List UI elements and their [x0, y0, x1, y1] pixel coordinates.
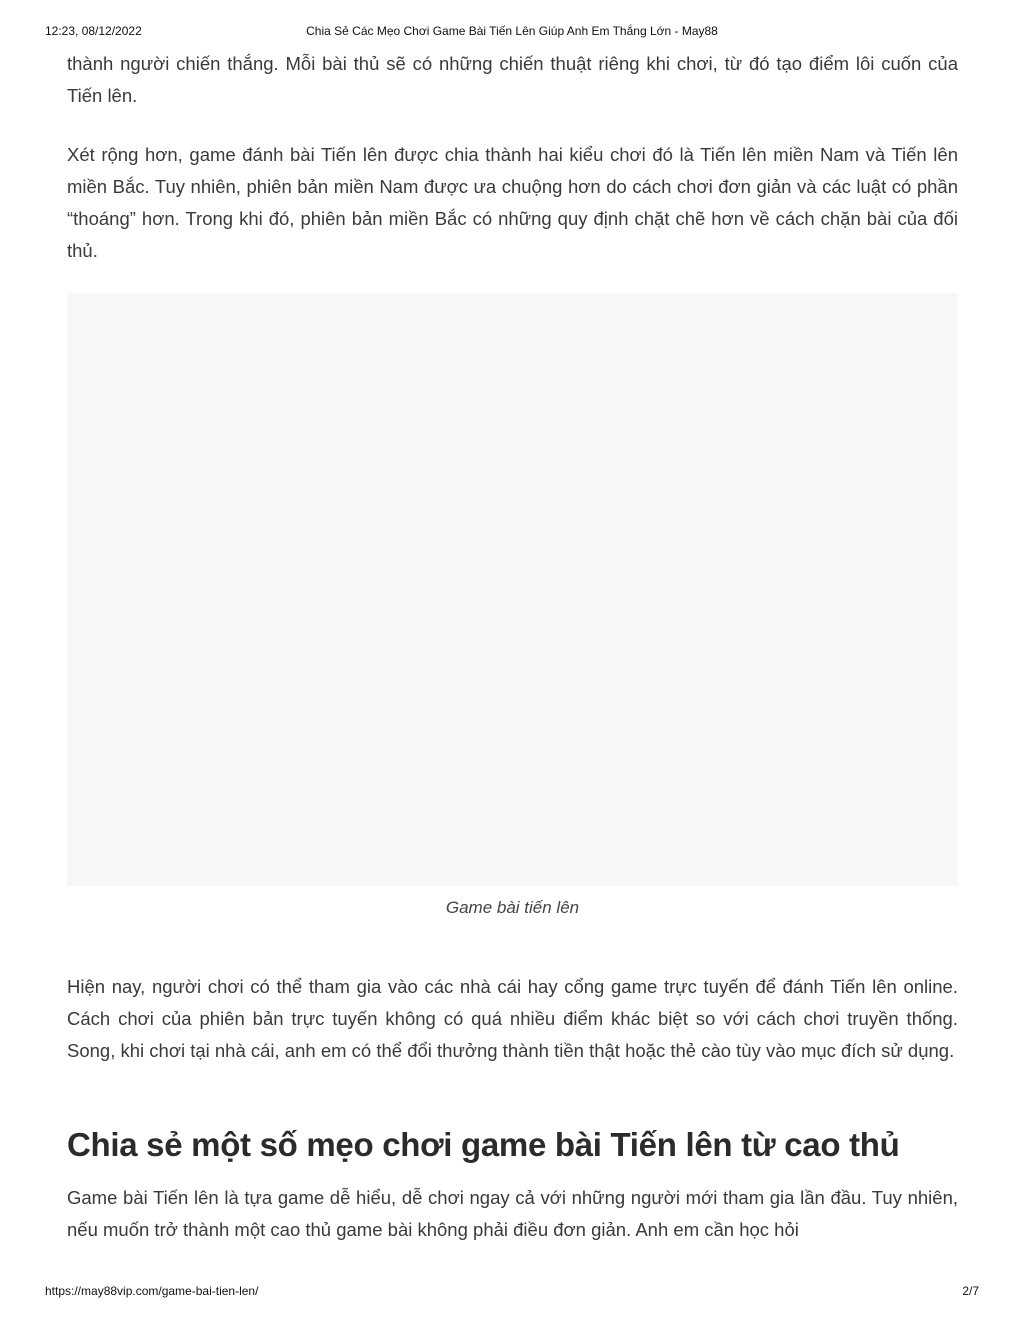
print-page-title: Chia Sẻ Các Mẹo Chơi Game Bài Tiến Lên Giúp Anh Em Thắng Lớn - May88 [306, 24, 718, 38]
article-paragraph-2: Xét rộng hơn, game đánh bài Tiến lên được chia thành hai kiểu chơi đó là Tiến lên miền Nam và Tiến lên miền Bắc. Tuy nhiên, phiên bản miền Nam được ưa chuộng hơn do cách chơi đơn giản và các luật có phần “thoáng” hơn. Trong khi đó, phiên bản miền Bắc có những quy định chặt chẽ hơn về cách chặn bài của đối thủ. [67, 144, 958, 261]
article-paragraph-1: thành người chiến thắng. Mỗi bài thủ sẽ có những chiến thuật riêng khi chơi, từ đó tạo điểm lôi cuốn của Tiến lên. [67, 53, 958, 106]
page-number: 2/7 [962, 1284, 979, 1298]
article-paragraph-4: Game bài Tiến lên là tựa game dễ hiểu, dễ chơi ngay cả với những người mới tham gia lần đầu. Tuy nhiên, nếu muốn trở thành một cao thủ game bài không phải điều đơn giản. Anh em cần học hỏi [67, 1187, 958, 1240]
article-paragraph-3: Hiện nay, người chơi có thể tham gia vào các nhà cái hay cổng game trực tuyến để đánh Tiến lên online. Cách chơi của phiên bản trực tuyến không có quá nhiều điểm khác biệt so với cách chơi truyền thống. Song, khi chơi tại nhà cái, anh em có thể đổi thưởng thành tiền thật hoặc thẻ cào tùy vào mục đích sử dụng. [67, 976, 958, 1061]
print-header [45, 24, 979, 40]
figure-caption: Game bài tiến lên [445, 898, 580, 917]
print-url[interactable]: https://may88vip.com/game-bai-tien-len/ [45, 1284, 259, 1298]
print-footer [45, 1284, 979, 1300]
print-timestamp: 12:23, 08/12/2022 [45, 24, 142, 38]
section-heading: Chia sẻ một số mẹo chơi game bài Tiến lên từ cao thủ [67, 1126, 900, 1163]
article-image-placeholder [67, 293, 958, 886]
